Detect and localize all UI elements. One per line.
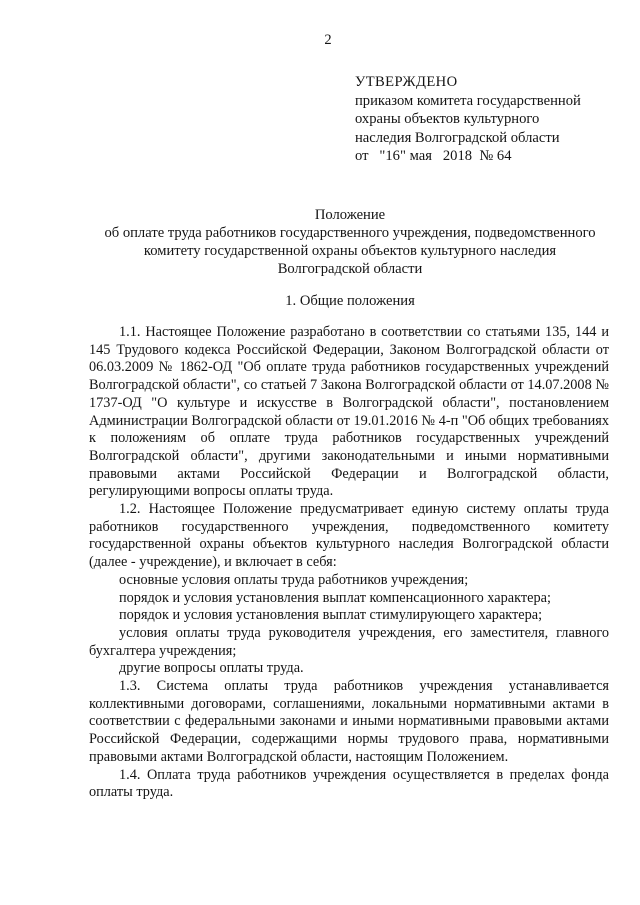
clause-1-3: 1.3. Система оплаты труда работников учреждения устанавливается коллективными договорами, соглашениями, локальными нормативными актами в соответствии с федеральными законами и иными нормативными правовыми актами Российской Федерации, содержащими нормы трудового права, нормативными правовыми актами Волгоградской области, настоящим Положением. — [89, 678, 609, 765]
clause-1-1: 1.1. Настоящее Положение разработано в соответствии со статьями 135, 144 и 145 Трудового кодекса Российской Федерации, Законом Волгоградской области от 06.03.2009 № 1862-ОД "Об оплате труда работников государственных учреждений Волгоградской области", со статьей 7 Закона Волгоградской области от 14.07.2008 № 1737-ОД "О культуре и искусстве в Волгоградской области", постановлением Администрации Волгоградской области от 19.01.2016 № 4-п "Об общих требованиях к положениям об оплате труда работников государственных учреждений Волгоградской области", другими законодательными и иными нормативными правовыми актами Российской Федерации и Волгоградской области, регулирующими вопросы оплаты труда. — [89, 324, 609, 500]
title-line: Волгоградской области — [277, 261, 423, 277]
list-item: другие вопросы оплаты труда. — [119, 660, 304, 677]
title-line: Положение — [314, 207, 386, 223]
section-heading: 1. Общие положения — [285, 293, 415, 309]
document-title — [80, 206, 620, 278]
clause-1-2-intro: 1.2. Настоящее Положение предусматривает единую систему оплаты труда работников государственного учреждения, подведомственного комитету государственной охраны объектов культурного наследия Волгоградской области (далее - учреждение), и включает в себя: — [89, 501, 609, 571]
document-body — [89, 324, 609, 802]
clause-1-4: 1.4. Оплата труда работников учреждения осуществляется в пределах фонда оплаты труда. — [89, 766, 609, 801]
list-item: порядок и условия установления выплат стимулирующего характера; — [119, 607, 543, 624]
title-line: комитету государственной охраны объектов культурного наследия — [143, 243, 557, 259]
list-item: условия оплаты труда руководителя учреждения, его заместителя, главного бухгалтера учреждения; — [89, 624, 609, 659]
title-line: об оплате труда работников государственного учреждения, подведомственного — [104, 225, 596, 241]
approval-block — [355, 73, 625, 165]
list-item: порядок и условия установления выплат компенсационного характера; — [119, 589, 551, 606]
page-number: 2 — [324, 32, 332, 48]
approval-date-line: от "16" мая 2018 № 64 — [355, 147, 512, 164]
approval-line: охраны объектов культурного — [355, 111, 540, 128]
list-item: основные условия оплаты труда работников учреждения; — [119, 571, 469, 588]
approval-line: приказом комитета государственной — [355, 93, 581, 110]
approval-heading: УТВЕРЖДЕНО — [355, 74, 458, 90]
approval-line: наследия Волгоградской области — [355, 129, 560, 146]
